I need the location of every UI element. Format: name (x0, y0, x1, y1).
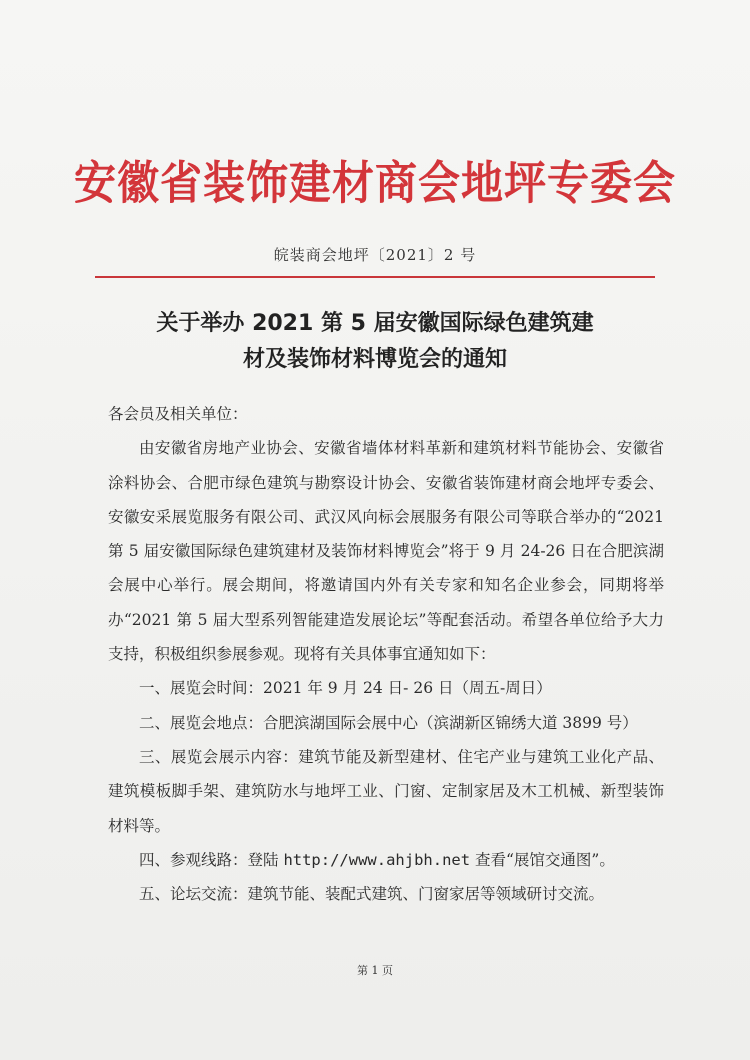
notice-title-line-1: 关于举办 2021 第 5 届安徽国际绿色建筑建 (156, 311, 594, 336)
notice-title-line-2: 材及装饰材料博览会的通知 (242, 347, 507, 372)
document-number: 皖装商会地坪〔2021〕2 号 (273, 246, 477, 264)
visit-route-suffix: 查看“展馆交通图”。 (470, 850, 615, 869)
notice-title (100, 306, 650, 378)
item-forum-exchange: 五、论坛交流：建筑节能、装配式建筑、门窗家居等领域研讨交流。 (139, 885, 605, 904)
salutation: 各会员及相关单位： (108, 405, 248, 423)
notice-body (108, 397, 664, 911)
page-number: 第 1 页 (357, 964, 393, 977)
website-link[interactable]: http://www.ahjbh.net (283, 850, 471, 869)
organization-title: 安徽省装饰建材商会地坪专委会 (73, 156, 676, 210)
item-visit-route (108, 843, 664, 877)
item-exhibition-time: 一、展览会时间：2021 年 9 月 24 日- 26 日（周五-周日） (139, 679, 552, 698)
red-divider-line (95, 276, 655, 278)
intro-paragraph: 由安徽省房地产业协会、安徽省墙体材料革新和建筑材料节能协会、安徽省涂料协会、合肥市绿色建筑与勘察设计协会、安徽省装饰建材商会地坪专委会、安徽安采展览服务有限公司、武汉风向标会展服务有限公司等联合举办的“2021 第 5 届安徽国际绿色建筑建材及装饰材料博览会”将于 9 月 24-26 日在合肥滨湖会展中心举行。展会期间，将邀请国内外有关专家和知名企业参会，同期将举办“2021 第 5 届大型系列智能建造发展论坛”等配套活动。希望各单位给予大力支持，积极组织参展参观。现将有关具体事宜通知如下： (108, 439, 664, 664)
visit-route-prefix: 四、参观线路：登陆 (139, 850, 284, 869)
item-exhibition-content: 三、展览会展示内容：建筑节能及新型建材、住宅产业与建筑工业化产品、建筑模板脚手架、建筑防水与地坪工业、门窗、定制家居及木工机械、新型装饰材料等。 (108, 747, 664, 835)
item-exhibition-venue: 二、展览会地点：合肥滨湖国际会展中心（滨湖新区锦绣大道 3899 号） (139, 713, 638, 732)
